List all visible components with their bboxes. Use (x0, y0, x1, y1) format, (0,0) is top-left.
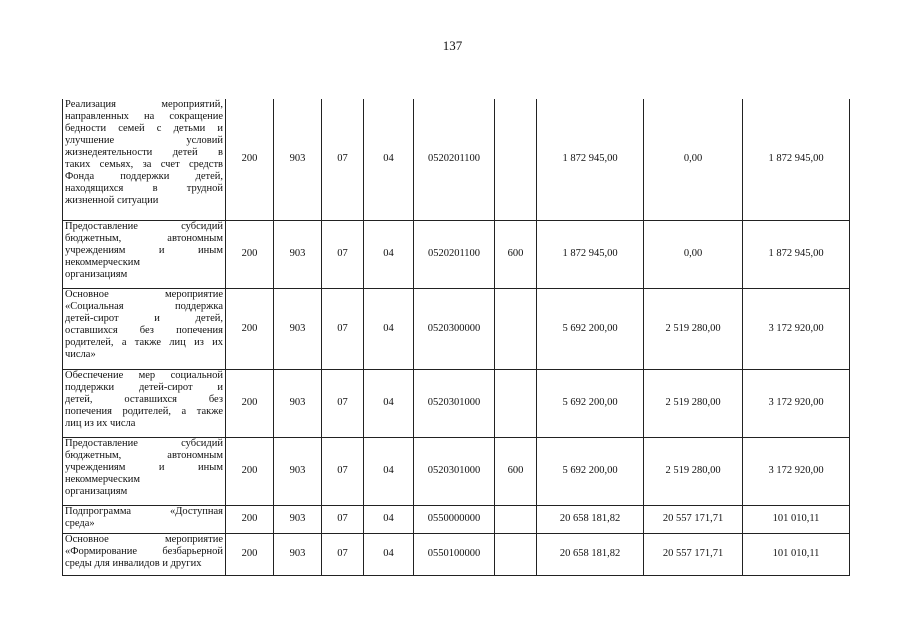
description-line: Предоставление субсидий (65, 220, 223, 232)
amount-local-cell: 3 172 920,00 (743, 288, 850, 369)
table-row (63, 505, 850, 533)
description-line: Обеспечение мер социальной (65, 369, 223, 381)
subsection-code-cell: 04 (364, 369, 414, 437)
subsection-code-cell: 04 (364, 533, 414, 575)
admin-code-cell: 200 (226, 369, 274, 437)
row-description (63, 533, 226, 575)
target-article-cell: 0520201100 (414, 220, 495, 288)
section-code-cell: 07 (322, 220, 364, 288)
ministry-code-cell: 903 (274, 369, 322, 437)
admin-code-cell: 200 (226, 437, 274, 505)
amount-local-cell: 1 872 945,00 (743, 99, 850, 220)
description-line: родителей, а также лиц из их (65, 336, 223, 348)
description-line: бюджетным, автономным (65, 449, 223, 461)
description-line: Реализация мероприятий, (65, 99, 223, 110)
expense-type-cell (495, 99, 537, 220)
description-line: организациям (65, 268, 128, 280)
expense-type-cell: 600 (495, 220, 537, 288)
amount-federal-cell: 2 519 280,00 (644, 288, 743, 369)
description-line: Основное мероприятие (65, 533, 223, 545)
description-line: «Формирование безбарьерной (65, 545, 223, 557)
table-row (63, 437, 850, 505)
description-line: «Социальная поддержка (65, 300, 223, 312)
amount-total-cell: 5 692 200,00 (537, 437, 644, 505)
ministry-code-cell: 903 (274, 533, 322, 575)
description-line: среды для инвалидов и других (65, 557, 202, 569)
description-line: учреждениям и иным (65, 461, 223, 473)
amount-total-cell: 20 658 181,82 (537, 533, 644, 575)
description-line: учреждениям и иным (65, 244, 223, 256)
ministry-code-cell: 903 (274, 288, 322, 369)
amount-total-cell: 5 692 200,00 (537, 288, 644, 369)
budget-table (62, 99, 850, 576)
description-line: направленных на сокращение (65, 111, 223, 122)
amount-federal-cell: 2 519 280,00 (644, 369, 743, 437)
amount-total-cell: 1 872 945,00 (537, 99, 644, 220)
admin-code-cell: 200 (226, 533, 274, 575)
table-row (63, 99, 850, 220)
section-code-cell: 07 (322, 288, 364, 369)
description-line: жизненной ситуации (65, 195, 159, 206)
target-article-cell: 0520300000 (414, 288, 495, 369)
amount-local-cell: 3 172 920,00 (743, 369, 850, 437)
description-line: попечения родителей, а также (65, 405, 223, 417)
subsection-code-cell: 04 (364, 220, 414, 288)
ministry-code-cell: 903 (274, 99, 322, 220)
description-line: оставшихся без попечения (65, 324, 223, 336)
description-line: таких семьях, за счет средств (65, 159, 223, 170)
amount-local-cell: 1 872 945,00 (743, 220, 850, 288)
description-line: находящихся в трудной (65, 183, 223, 194)
table-row (63, 220, 850, 288)
section-code-cell: 07 (322, 505, 364, 533)
admin-code-cell: 200 (226, 505, 274, 533)
description-line: поддержки детей-сирот и (65, 381, 223, 393)
section-code-cell: 07 (322, 533, 364, 575)
description-line: детей, оставшихся без (65, 393, 223, 405)
amount-local-cell: 101 010,11 (743, 533, 850, 575)
subsection-code-cell: 04 (364, 437, 414, 505)
expense-type-cell (495, 369, 537, 437)
subsection-code-cell: 04 (364, 288, 414, 369)
description-line: лиц из их числа (65, 417, 136, 429)
description-line: бедности семей с детьми и (65, 123, 223, 134)
subsection-code-cell: 04 (364, 505, 414, 533)
section-code-cell: 07 (322, 99, 364, 220)
expense-type-cell (495, 505, 537, 533)
description-line: некоммерческим (65, 256, 141, 268)
section-code-cell: 07 (322, 369, 364, 437)
table-row (63, 369, 850, 437)
description-line: Предоставление субсидий (65, 437, 223, 449)
admin-code-cell: 200 (226, 220, 274, 288)
admin-code-cell: 200 (226, 288, 274, 369)
description-line: среда» (65, 517, 95, 529)
table-row (63, 533, 850, 575)
description-line: улучшение условий (65, 135, 223, 146)
row-description (63, 99, 226, 220)
row-description (63, 288, 226, 369)
page-number: 137 (442, 38, 463, 53)
amount-federal-cell: 0,00 (644, 99, 743, 220)
amount-total-cell: 1 872 945,00 (537, 220, 644, 288)
amount-total-cell: 5 692 200,00 (537, 369, 644, 437)
section-code-cell: 07 (322, 437, 364, 505)
description-line: бюджетным, автономным (65, 232, 223, 244)
ministry-code-cell: 903 (274, 437, 322, 505)
amount-federal-cell: 0,00 (644, 220, 743, 288)
row-description (63, 437, 226, 505)
target-article-cell: 0550000000 (414, 505, 495, 533)
expense-type-cell (495, 288, 537, 369)
description-line: числа» (65, 348, 96, 360)
row-description (63, 505, 226, 533)
description-line: Фонда поддержки детей, (65, 171, 223, 182)
target-article-cell: 0520301000 (414, 437, 495, 505)
table-row (63, 288, 850, 369)
row-description (63, 220, 226, 288)
description-line: организациям (65, 485, 128, 497)
description-line: детей-сирот и детей, (65, 312, 223, 324)
description-line: жизнедеятельности детей в (65, 147, 223, 158)
amount-federal-cell: 2 519 280,00 (644, 437, 743, 505)
amount-federal-cell: 20 557 171,71 (644, 505, 743, 533)
expense-type-cell: 600 (495, 437, 537, 505)
amount-local-cell: 3 172 920,00 (743, 437, 850, 505)
ministry-code-cell: 903 (274, 505, 322, 533)
target-article-cell: 0550100000 (414, 533, 495, 575)
admin-code-cell: 200 (226, 99, 274, 220)
description-line: Подпрограмма «Доступная (65, 505, 223, 517)
target-article-cell: 0520301000 (414, 369, 495, 437)
description-line: некоммерческим (65, 473, 141, 485)
subsection-code-cell: 04 (364, 99, 414, 220)
target-article-cell: 0520201100 (414, 99, 495, 220)
amount-federal-cell: 20 557 171,71 (644, 533, 743, 575)
description-line: Основное мероприятие (65, 288, 223, 300)
amount-local-cell: 101 010,11 (743, 505, 850, 533)
row-description (63, 369, 226, 437)
ministry-code-cell: 903 (274, 220, 322, 288)
amount-total-cell: 20 658 181,82 (537, 505, 644, 533)
expense-type-cell (495, 533, 537, 575)
